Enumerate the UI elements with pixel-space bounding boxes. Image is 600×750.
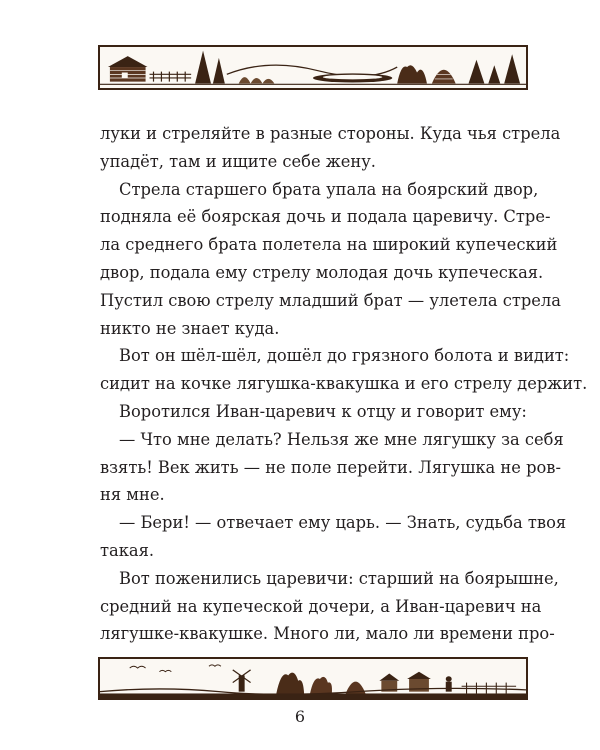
text-line: никто не знает куда. <box>100 318 280 338</box>
text-line: — Что мне делать? Нельзя же мне лягушку за себя <box>119 429 564 449</box>
text-line: такая. <box>100 540 155 560</box>
story-text <box>100 120 588 676</box>
text-line: взять! Век жить — не поле перейти. Лягушка не ров- <box>100 457 561 477</box>
text-line: двор, подала ему стрелу молодая дочь купеческая. <box>100 262 544 282</box>
text-line: — Бери! — отвечает ему царь. — Знать, судьба твоя <box>119 513 567 533</box>
top-landscape-illustration <box>98 45 528 90</box>
village-scene-icon <box>100 47 526 88</box>
text-line: лягушке-квакушке. Много ли, мало ли времени про- <box>100 624 555 644</box>
text-line: подняла её боярская дочь и подала царевичу. Стре- <box>100 207 551 227</box>
field-scene-icon <box>100 659 526 698</box>
text-line: Вот поженились царевичи: старший на боярышне, <box>119 568 559 588</box>
text-line: ла среднего брата полетела на широкий купеческий <box>100 235 558 255</box>
text-line: луки и стреляйте в разные стороны. Куда чья стрела <box>100 124 561 143</box>
text-line: сидит на кочке лягушка-квакушка и его стрелу держит. <box>100 374 588 394</box>
text-line: Воротился Иван-царевич к отцу и говорит ему: <box>119 401 527 421</box>
text-line: средний на купеческой дочери, а Иван-царевич на <box>100 596 542 616</box>
bottom-landscape-illustration <box>98 657 528 700</box>
text-line: ня мне. <box>100 485 165 505</box>
page-number: 6 <box>294 707 306 726</box>
text-line: упадёт, там и ищите себе жену. <box>100 151 376 171</box>
text-line: Стрела старшего брата упала на боярский двор, <box>119 179 539 199</box>
text-line: Пустил свою стрелу младший брат — улетела стрела <box>100 290 561 310</box>
text-line: Вот он шёл-шёл, дошёл до грязного болота и видит: <box>119 346 570 366</box>
